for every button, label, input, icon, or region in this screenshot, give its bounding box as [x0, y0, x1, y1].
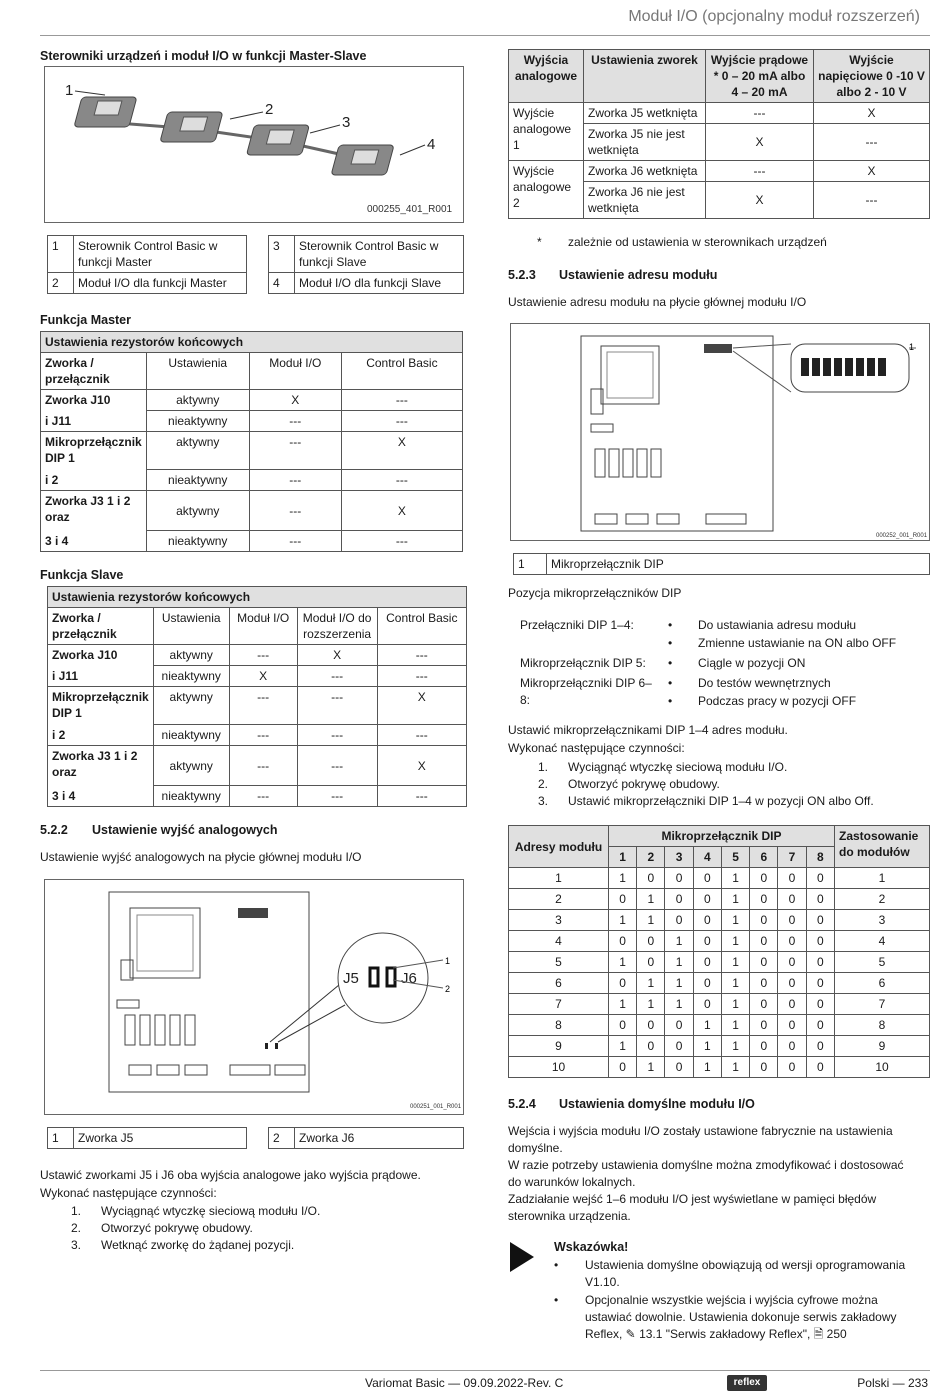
footer-document: Variomat Basic — 09.09.2022-Rev. C — [365, 1376, 564, 1390]
dip-number-header: 3 — [665, 847, 693, 868]
callout-2: 2 — [445, 984, 451, 994]
note-title: Wskazówka! — [554, 1240, 629, 1254]
dip-item: Zmienne ustawianie na ON albo OFF — [698, 636, 897, 650]
list-item: 1. Wyciągnąć wtyczkę sieciową modułu I/O. — [71, 1204, 321, 1218]
section-5-2-3-title: Ustawienie adresu modułu — [559, 268, 718, 282]
footer-page: Polski — 233 — [857, 1376, 928, 1390]
reflex-logo: reflex — [727, 1375, 767, 1391]
dip-item: Do testów wewnętrznych — [698, 676, 831, 690]
callout-4: 4 — [427, 136, 436, 153]
list-item: 2. Otworzyć pokrywę obudowy. — [71, 1221, 253, 1235]
dip-number-header: 8 — [806, 847, 834, 868]
section-5-2-4-paragraph-2: W razie potrzeby ustawienia domyślne można zmodyfikować i dostosować do warunków lokalnych. — [508, 1158, 904, 1189]
table-row: 7 1 1 1 0 1 0 0 0 7 — [509, 994, 930, 1015]
note-item: Opcjonalnie wszystkie wejścia i wyjścia cyfrowe można ustawiać dowolnie. Ustawienia dokonuje serwis zakładowy Reflex, ✎ 13.1 "Serwis zakładowy Reflex", 🗎 250 — [585, 1293, 897, 1341]
j5-label: J5 — [343, 970, 359, 987]
section-5-2-3-intro: Ustawienie adresu modułu na płycie głównej modułu I/O — [508, 295, 807, 309]
table-row: 9 1 0 0 1 1 0 0 0 9 — [509, 1036, 930, 1057]
legend-table-1a: 1 Sterownik Control Basic w funkcji Master 2 Moduł I/O dla funkcji Master — [47, 235, 247, 294]
section-5-2-4-number: 5.2.4 — [508, 1097, 536, 1111]
dip-item: Ciągle w pozycji ON — [698, 656, 806, 670]
dip-number-header: 2 — [637, 847, 665, 868]
section-5-2-2-intro: Ustawienie wyjść analogowych na płycie głównej modułu I/O — [40, 850, 362, 864]
section-5-2-3-number: 5.2.3 — [508, 268, 536, 282]
section-5-2-4-title: Ustawienia domyślne modułu I/O — [559, 1097, 755, 1111]
slave-title: Funkcja Slave — [40, 568, 124, 582]
section-5-2-2-paragraph-1: Ustawić zworkami J5 i J6 oba wyjścia analogowe jako wyjścia prądowe. — [40, 1168, 421, 1182]
dip-number-header: 7 — [778, 847, 806, 868]
section-5-2-2-steps — [71, 1203, 320, 1254]
figure-code: 000255_401_R001 — [367, 204, 453, 215]
callout-2: 2 — [265, 101, 274, 118]
list-item: 1. Wyciągnąć wtyczkę sieciową modułu I/O. — [538, 760, 788, 774]
section-5-2-3-paragraph-1: Ustawić mikroprzełącznikami DIP 1–4 adres modułu. — [508, 723, 788, 737]
figure-code: 000252_001_R001 — [876, 533, 928, 539]
list-item: 3. Wetknąć zworkę do żądanej pozycji. — [71, 1238, 295, 1252]
table-row: 3 1 1 0 0 1 0 0 0 3 — [509, 910, 930, 931]
master-slave-title: Sterowniki urządzeń i moduł I/O w funkcji Master-Slave — [40, 49, 367, 63]
dip-number-header: 4 — [693, 847, 721, 868]
legend-table-1b: 3 Sterownik Control Basic w funkcji Slave 4 Moduł I/O dla funkcji Slave — [268, 235, 464, 294]
footnote-mark: * — [537, 235, 542, 249]
list-item: 2. Otworzyć pokrywę obudowy. — [538, 777, 720, 791]
dip-item: Do ustawiania adresu modułu — [698, 618, 857, 632]
section-5-2-4-paragraph-3: Zadziałanie wejść 1–6 modułu I/O jest wyświetlane w pamięci błędów sterownika urządzenia. — [508, 1192, 877, 1223]
section-5-2-3-steps — [538, 759, 874, 810]
master-table: Ustawienia rezystorów końcowych Zworka / przełącznik Ustawienia Moduł I/O Control Basic Zworka J10 aktywny X --- i J11 nieaktywny --- --- Mikroprzełącznik DIP 1 aktywny --- X i 2 nieaktywny --- --- Zworka J3 1 i 2 oraz aktywny --- X 3 i 4 nieaktywny --- --- — [40, 331, 463, 552]
dip-number-header: 5 — [721, 847, 749, 868]
table-row: 8 0 0 0 1 1 0 0 0 8 — [509, 1015, 930, 1036]
legend-table-2a: 1 Zworka J5 — [47, 1127, 247, 1149]
master-slave-figure — [44, 66, 464, 223]
dip-label-6-8: Mikroprzełączniki DIP 6–8: — [520, 676, 652, 707]
figure-code: 000251_001_R001 — [410, 1104, 462, 1110]
section-5-2-2-number: 5.2.2 — [40, 823, 68, 837]
dip-label-5: Mikroprzełącznik DIP 5: — [520, 656, 646, 670]
j6-label: J6 — [401, 970, 417, 987]
table-row: 4 0 0 1 0 1 0 0 0 4 — [509, 931, 930, 952]
module-address-table: Adresy modułu Mikroprzełącznik DIP Zastosowanie do modułów 1 2 3 4 5 6 7 8 1 1 0 0 0 1 0 0 0 1 2 0 1 0 0 1 0 0 0 2 3 1 1 0 0 1 0 0 0 3 4 0 0 1 0 1 0 0 0 4 5 1 0 1 0 1 0 0 0 5 6 0 1 1 0 1 0 0 0 6 7 1 1 1 0 1 0 0 0 7 8 0 0 0 1 1 0 0 0 8 9 1 0 0 1 1 0 0 0 9 10 0 1 0 1 1 0 0 0 10 — [508, 825, 930, 1078]
module-address-figure — [510, 323, 930, 541]
callout-3: 3 — [342, 114, 351, 131]
footnote-text: zależnie od ustawienia w sterownikach urządzeń — [568, 235, 827, 249]
section-5-2-4-paragraph-1: Wejścia i wyjścia modułu I/O zostały ustawione fabrycznie na ustawienia domyślne. — [508, 1124, 893, 1155]
section-5-2-2-paragraph-2: Wykonać następujące czynności: — [40, 1186, 217, 1200]
note-item: Ustawienia domyślne obowiązują od wersji oprogramowania V1.10. — [585, 1258, 906, 1289]
analog-outputs-figure — [44, 879, 464, 1115]
table-row: 1 1 0 0 0 1 0 0 0 1 — [509, 868, 930, 889]
analog-output-table: Wyjścia analogowe Ustawienia zworek Wyjście prądowe * 0 – 20 mA albo 4 – 20 mA Wyjście napięciowe 0 -10 V albo 2 - 10 V Wyjście analogowe 1 Zworka J5 wetknięta --- X Zworka J5 nie jest wetknięta X --- Wyjście analogowe 2 Zworka J6 wetknięta --- X Zworka J6 nie jest wetknięta X --- — [508, 49, 930, 219]
dip-item: Podczas pracy w pozycji OFF — [698, 694, 857, 708]
dip-label-1-4: Przełączniki DIP 1–4: — [520, 618, 634, 632]
section-5-2-2-title: Ustawienie wyjść analogowych — [92, 823, 278, 837]
list-item: 3. Ustawić mikroprzełączniki DIP 1–4 w pozycji ON albo Off. — [538, 794, 874, 808]
table-row: 10 0 1 0 1 1 0 0 0 10 — [509, 1057, 930, 1078]
table-row: 5 1 0 1 0 1 0 0 0 5 — [509, 952, 930, 973]
master-title: Funkcja Master — [40, 313, 132, 327]
legend-table-3: 1 Mikroprzełącznik DIP — [513, 553, 930, 575]
page-header: Moduł I/O (opcjonalny moduł rozszerzeń) — [628, 8, 920, 25]
dip-position-title: Pozycja mikroprzełączników DIP — [508, 586, 682, 600]
dip-number-header: 1 — [609, 847, 637, 868]
table-row: 6 0 1 1 0 1 0 0 0 6 — [509, 973, 930, 994]
legend-table-2b: 2 Zworka J6 — [268, 1127, 464, 1149]
callout-1: 1 — [445, 956, 451, 966]
footer-rule — [40, 1370, 930, 1371]
section-5-2-3-paragraph-2: Wykonać następujące czynności: — [508, 741, 685, 755]
dip-number-header: 6 — [750, 847, 778, 868]
slave-table: Ustawienia rezystorów końcowych Zworka / przełącznik Ustawienia Moduł I/O Moduł I/O do rozszerzenia Control Basic Zworka J10 aktywny --- X --- i J11 nieaktywny X --- --- Mikroprzełącznik DIP 1 aktywny --- --- X i 2 nieaktywny --- --- --- Zworka J3 1 i 2 oraz aktywny --- --- X 3 i 4 nieaktywny --- --- --- — [47, 586, 467, 807]
header-rule — [40, 35, 930, 36]
note-arrow-icon — [510, 1242, 534, 1272]
callout-1: 1 — [65, 82, 74, 99]
table-row: 2 0 1 0 0 1 0 0 0 2 — [509, 889, 930, 910]
callout-1: 1 — [909, 342, 915, 352]
